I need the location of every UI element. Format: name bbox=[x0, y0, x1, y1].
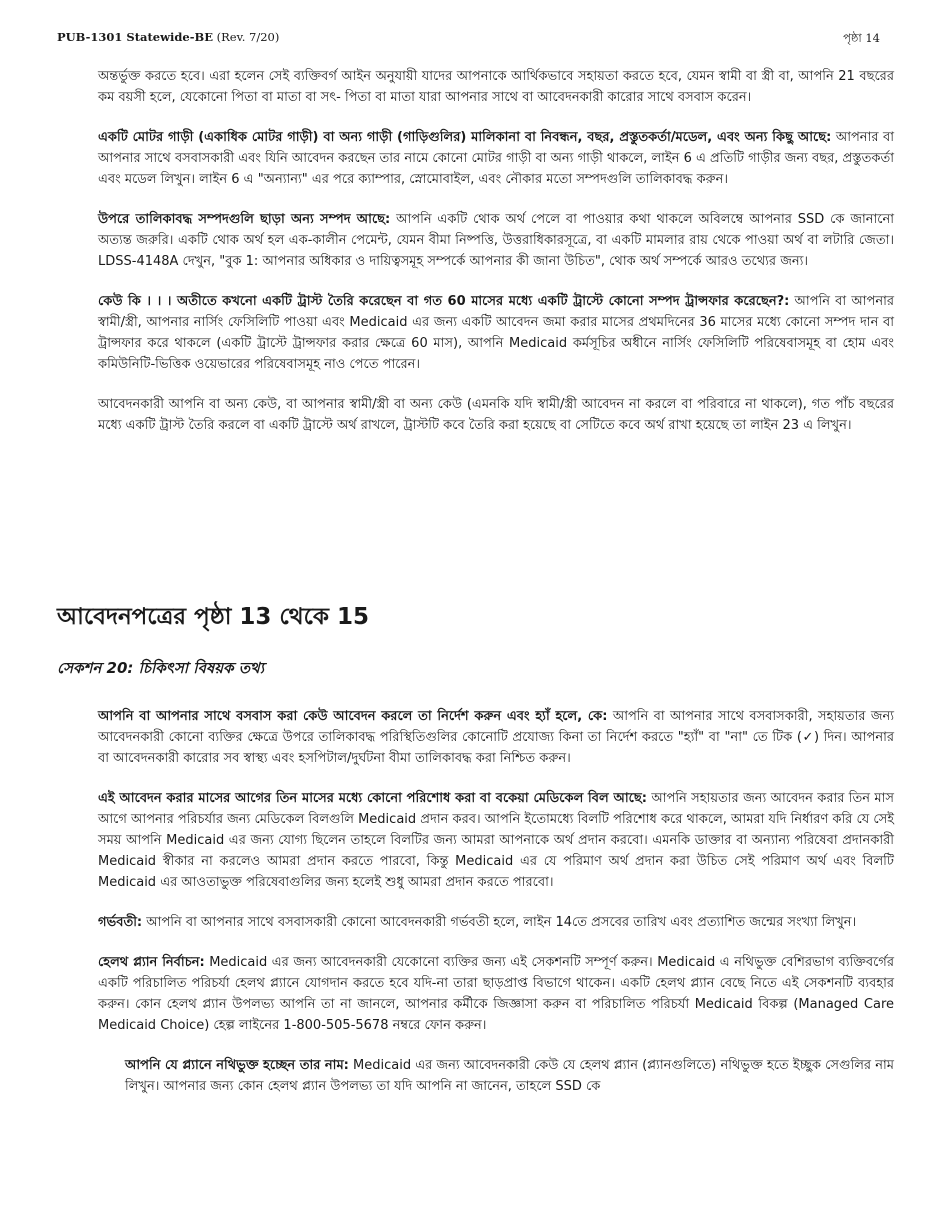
page-header bbox=[57, 30, 880, 50]
header-doc-info bbox=[57, 30, 279, 44]
paragraph-plan-name bbox=[125, 1055, 894, 1097]
section-subheading: সেকশন 20: চিকিৎসা বিষয়ক তথ্য bbox=[57, 659, 265, 677]
paragraph-lead: একটি মোটর গাড়ী (একাধিক মোটর গাড়ী) বা অন্য গাড়ী (গাড়িগুলির) মালিকানা বা নিবন্ধন, বছর, প্রস্তুতকর্তা/মডেল, এবং অন্য কিছু আছে: bbox=[98, 130, 832, 145]
paragraph-pregnant bbox=[98, 912, 894, 933]
paragraph-text: Medicaid এর জন্য আবেদনকারী কেউ যে হেলথ প্ল্যান (প্ল্যানগুলিতে) নথিভুক্ত হতে ইচ্ছুক সেগুলির নাম লিখুন। আপনার জন্য কোন হেলথ প্ল্যান উপলভ্য তা যদি আপনি না জানেন, তাহলে SSD কে bbox=[125, 1058, 894, 1094]
paragraph-text: আপনি সহায়তার জন্য আবেদন করার তিন মাস আগে আপনার পরিচর্যার জন্য মেডিকেল বিলগুলি Medicaid প্রদান করব। আপনি ইতোমধ্যে বিলটি পরিশোধ করে থাকলে, আমরা যদি নির্ধারণ করি যে সেই সময় আপনি Medicaid এর জন্য যোগ্য ছিলেন তাহলে বিলটির জন্য আমরা আপনাকে অর্থ প্রদান করবো। এমনকি ডাক্তার বা অন্যান্য পরিষেবা প্রদানকারী Medicaid স্বীকার না করলেও আমরা প্রদান করতে পারবো, কিন্তু Medicaid এর যে পরিমাণ অর্থ প্রদান করা উচিত সেই পরিমাণ অর্থ এবং বিলটি Medicaid এর আওতাভুক্ত পরিষেবাগুলির জন্য হলেই শুধু আমরা প্রদান করতে পারবো। bbox=[98, 791, 895, 890]
paragraph-lead: গর্ভবতী: bbox=[98, 915, 143, 930]
paragraph-lead: আপনি যে প্ল্যানে নথিভুক্ত হচ্ছেন তার নাম: bbox=[125, 1058, 349, 1073]
paragraph-text: Medicaid এর জন্য আবেদনকারী যেকোনো ব্যক্তির জন্য এই সেকশনটি সম্পূর্ণ করুন। Medicaid এ নথিভুক্ত বেশিরভাগ ব্যক্তিবর্গের একটি পরিচালিত পরিচর্যা হেলথ প্ল্যানে যোগদান করতে হবে যদি-না তারা ছাড়প্রাপ্ত বিভাগে থাকেন। একটি হেলথ প্ল্যান বেছে নিতে এই সেকশনটি ব্যবহার করুন। কোন হেলথ প্ল্যান উপলভ্য আপনি তা না জানলে, আপনার কর্মীকে জিজ্ঞাসা করুন বা পরিচালিত পরিচর্যা Medicaid বিকল্প (Managed Care Medicaid Choice) হেল্প লাইনের 1-800-505-5678 নম্বরে ফোন করুন। bbox=[98, 955, 894, 1033]
doc-revision: (Rev. 7/20) bbox=[216, 30, 280, 44]
doc-id: PUB-1301 Statewide-BE bbox=[57, 30, 213, 44]
paragraph-trust-line-23 bbox=[98, 394, 894, 436]
paragraph-lead: কেউ কি । । । অতীতে কখনো একটি ট্রাস্ট তৈরি করেছেন বা গত 60 মাসের মধ্যে একটি ট্রাস্টে কোনো সম্পদ ট্রান্সফার করেছেন?: bbox=[98, 294, 790, 309]
paragraph-text: আপনি বা আপনার সাথে বসবাসকারী কোনো আবেদনকারী গর্ভবতী হলে, লাইন 14তে প্রসবের তারিখ এবং প্রত্যাশিত জন্মের সংখ্যা লিখুন। bbox=[142, 915, 857, 930]
paragraph-lead: হেলথ প্ল্যান নির্বাচন: bbox=[98, 955, 205, 970]
paragraph-text: আপনি বা আপনার সাথে বসবাসকারী, সহায়তার জন্য আবেদনকারী কোনো ব্যক্তির ক্ষেত্রে উপরে তালিকাবদ্ধ পরিস্থিতিগুলির কোনোটি প্রযোজ্য কিনা তা নির্দেশ করতে "হ্যাঁ" বা "না" তে টিক (✓) দিন। আপনার বা আবেদনকারী কারোর সব স্বাস্থ্য এবং হসপিটাল/দুর্ঘটনা বীমা তালিকাবদ্ধ করা নিশ্চিত করুন। bbox=[98, 709, 895, 766]
paragraph-other-resources bbox=[98, 209, 894, 272]
page-number: পৃষ্ঠা 14 bbox=[843, 31, 880, 45]
paragraph-lead: উপরে তালিকাবদ্ধ সম্পদগুলি ছাড়া অন্য সম্পদ আছে: bbox=[98, 212, 391, 227]
section-content bbox=[98, 706, 894, 1116]
paragraph-medical-bills bbox=[98, 788, 894, 893]
paragraph-lead: এই আবেদন করার মাসের আগের তিন মাসের মধ্যে কোনো পরিশোধ করা বা বকেয়া মেডিকেল বিল আছে: bbox=[98, 791, 647, 806]
paragraph-text: আপনি বা আপনার স্বামী/স্ত্রী, আপনার নার্সিং ফেসিলিটি পাওয়া এবং Medicaid এর জন্য একটি আবেদন জমা করার মাসের প্রথমদিনের 36 মাসের মধ্যে কোনো সম্পদ দান বা ট্রান্সফার করে থাকলে (একটি ট্রাস্টে ট্রান্সফার করার ক্ষেত্রে 60 মাস), আপনি Medicaid কর্মসূচির অধীনে নার্সিং ফেসিলিটি পরিষেবাসমূহ বা হোম এবং কমিউনিটি-ভিত্তিক ওয়েভারের পরিষেবাসমূহ নাও পেতে পারেন। bbox=[98, 294, 895, 372]
paragraph-text: আপনি একটি থোক অর্থ পেলে বা পাওয়ার কথা থাকলে অবিলম্বে আপনার SSD কে জানানো অত্যন্ত জরুরি। একটি থোক অর্থ হল এক-কালীন পেমেন্ট, যেমন বীমা নিষ্পত্তি, উত্তরাধিকারসূত্রে, বা একটি মামলার রায় থেকে পাওয়া অর্থ বা লটারি জেতা। LDSS-4148A দেখুন, "বুক 1: আপনার অধিকার ও দায়িত্বসমূহ সম্পর্কে আপনার কী জানা উচিত", থোক অর্থ সম্পর্কে আরও তথ্যের জন্য। bbox=[98, 212, 895, 269]
top-content bbox=[98, 66, 894, 455]
paragraph-text: অন্তর্ভুক্ত করতে হবে। এরা হলেন সেই ব্যক্তিবর্গ আইন অনুযায়ী যাদের আপনাকে আর্থিকভাবে সহায়তা করতে হবে, যেমন স্বামী বা স্ত্রী বা, আপনি 21 বছরের কম বয়সী হলে, যেকোনো পিতা বা মাতা বা সৎ- পিতা বা মাতা যারা আপনার সাথে বা আবেদনকারী কারোর সাথে বসবাস করেন। bbox=[98, 69, 894, 105]
paragraph-health-plan-selection bbox=[98, 952, 894, 1036]
section-heading: আবেদনপত্রের পৃষ্ঠা 13 থেকে 15 bbox=[57, 604, 369, 630]
paragraph-applicant-indicator bbox=[98, 706, 894, 769]
paragraph-lead: আপনি বা আপনার সাথে বসবাস করা কেউ আবেদন করলে তা নির্দেশ করুন এবং হ্যাঁ হলে, কে: bbox=[98, 709, 608, 724]
paragraph-trust bbox=[98, 291, 894, 375]
paragraph-vehicles bbox=[98, 127, 894, 190]
paragraph-text: আবেদনকারী আপনি বা অন্য কেউ, বা আপনার স্বামী/স্ত্রী বা অন্য কেউ (এমনকি যদি স্বামী/স্ত্রী আবেদন না করলে বা পরিবারে না থাকলে), গত পাঁচ বছরের মধ্যে একটি ট্রাস্ট তৈরি করলে বা একটি ট্রাস্টে অর্থ রাখলে, ট্রাস্টটি কবে তৈরি করা হয়েছে বা সেটিতে কবে অর্থ রাখা হয়েছে তা লাইন 23 এ লিখুন। bbox=[98, 397, 894, 433]
paragraph-text: আপনার বা আপনার সাথে বসবাসকারী এবং যিনি আবেদন করছেন তার নামে কোনো মোটর গাড়ী বা অন্য গাড়ী থাকলে, লাইন 6 এ প্রতিটি গাড়ীর জন্য বছর, প্রস্তুতকর্তা এবং মডেল লিখুন। লাইন 6 এ "অন্যান্য" এর পরে ক্যাম্পার, স্নোমোবাইল, এবং নৌকার মতো সম্পদগুলি তালিকাবদ্ধ করুন। bbox=[98, 130, 894, 187]
paragraph-dependents bbox=[98, 66, 894, 108]
